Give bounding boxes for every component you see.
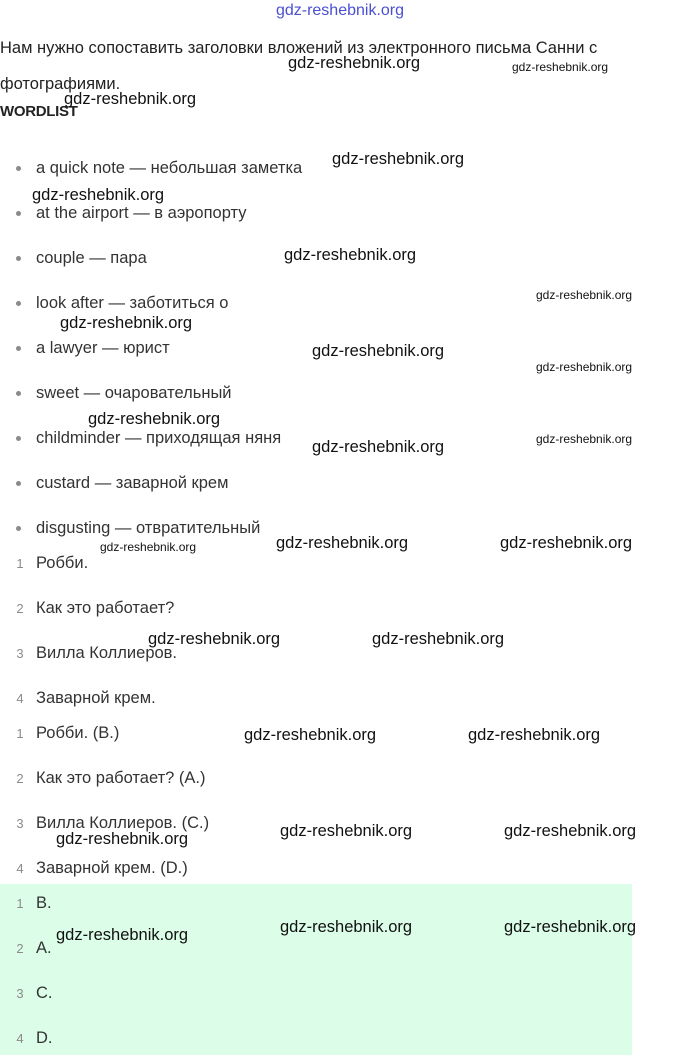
bullet-icon (16, 301, 21, 306)
bullet-icon (16, 211, 21, 216)
item-number: 4 (16, 691, 24, 706)
watermark: gdz-reshebnik.org (148, 630, 281, 648)
list-item-text: couple — пара (36, 249, 147, 267)
bullet-icon (16, 436, 21, 441)
bullet-icon (16, 256, 21, 261)
bullet-icon (16, 346, 21, 351)
list-item (0, 586, 680, 631)
watermark: gdz-reshebnik.org (56, 830, 189, 848)
watermark: gdz-reshebnik.org (504, 918, 637, 936)
watermark: gdz-reshebnik.org (288, 54, 421, 72)
list-item-text: Заварной крем. (D.) (36, 859, 188, 877)
list-item-text: Как это работает? (36, 599, 175, 617)
list-item-text: custard — заварной крем (36, 474, 229, 492)
watermark: gdz-reshebnik.org (276, 534, 409, 552)
list-item-text: Робби. (B.) (36, 724, 120, 742)
list-item (0, 756, 680, 801)
watermark: gdz-reshebnik.org (372, 630, 505, 648)
item-number: 3 (16, 986, 24, 1001)
answer-text: C. (36, 984, 53, 1002)
watermark: gdz-reshebnik.org (280, 918, 413, 936)
item-number: 2 (16, 941, 24, 956)
watermark: gdz-reshebnik.org (244, 726, 377, 744)
item-number: 1 (16, 896, 24, 911)
bullet-icon (16, 526, 21, 531)
list-item-text: look after — заботиться о (36, 294, 229, 312)
watermark: gdz-reshebnik.org (56, 926, 189, 944)
list-item (0, 971, 680, 1016)
watermark: gdz-reshebnik.org (280, 822, 413, 840)
watermark: gdz-reshebnik.org (88, 410, 221, 428)
bullet-icon (16, 481, 21, 486)
watermark: gdz-reshebnik.org (284, 246, 417, 264)
item-number: 4 (16, 861, 24, 876)
list-item-text: Как это работает? (A.) (36, 769, 206, 787)
watermark: gdz-reshebnik.org (512, 60, 609, 74)
wordlist-heading: WORDLIST (0, 103, 78, 120)
list-item-text: Вилла Коллиеров. (36, 644, 178, 662)
bullet-icon (16, 391, 21, 396)
item-number: 3 (16, 646, 24, 661)
intro-text: Нам нужно сопоставить заголовки вложений из электронного письма Санни с фотографиями. (0, 39, 598, 93)
item-number: 4 (16, 1031, 24, 1046)
watermark: gdz-reshebnik.org (312, 438, 445, 456)
watermark: gdz-reshebnik.org (504, 822, 637, 840)
item-number: 1 (16, 556, 24, 571)
watermark: gdz-reshebnik.org (64, 90, 197, 108)
watermark: gdz-reshebnik.org (332, 150, 465, 168)
answer-text: A. (36, 939, 52, 957)
watermark: gdz-reshebnik.org (536, 288, 633, 302)
watermark: gdz-reshebnik.org (468, 726, 601, 744)
answer-text: D. (36, 1029, 53, 1047)
answer-text: B. (36, 894, 52, 912)
item-number: 1 (16, 726, 24, 741)
list-item (0, 461, 680, 506)
list-item-text: sweet — очаровательный (36, 384, 232, 402)
watermark: gdz-reshebnik.org (60, 314, 193, 332)
item-number: 3 (16, 816, 24, 831)
list-item-text: a quick note — небольшая заметка (36, 159, 303, 177)
watermark: gdz-reshebnik.org (312, 342, 445, 360)
watermark: gdz-reshebnik.org (536, 432, 633, 446)
watermark: gdz-reshebnik.org (536, 360, 633, 374)
list-item-text: disgusting — отвратительный (36, 519, 261, 537)
titles-list (0, 541, 680, 721)
bullet-icon (16, 166, 21, 171)
list-item (0, 631, 680, 676)
list-item-text: childminder — приходящая няня (36, 429, 282, 447)
watermark: gdz-reshebnik.org (32, 186, 165, 204)
list-item-text: at the airport — в аэропорту (36, 204, 247, 222)
list-item (0, 1016, 680, 1061)
watermark: gdz-reshebnik.org (100, 540, 197, 554)
list-item-text: Робби. (36, 554, 89, 572)
list-item-text: Заварной крем. (36, 689, 156, 707)
watermark: gdz-reshebnik.org (500, 534, 633, 552)
site-link[interactable]: gdz-reshebnik.org (275, 2, 405, 19)
answers-list (0, 881, 680, 1061)
list-item-text: Вилла Коллиеров. (C.) (36, 814, 210, 832)
item-number: 2 (16, 771, 24, 786)
list-item-text: a lawyer — юрист (36, 339, 170, 357)
item-number: 2 (16, 601, 24, 616)
